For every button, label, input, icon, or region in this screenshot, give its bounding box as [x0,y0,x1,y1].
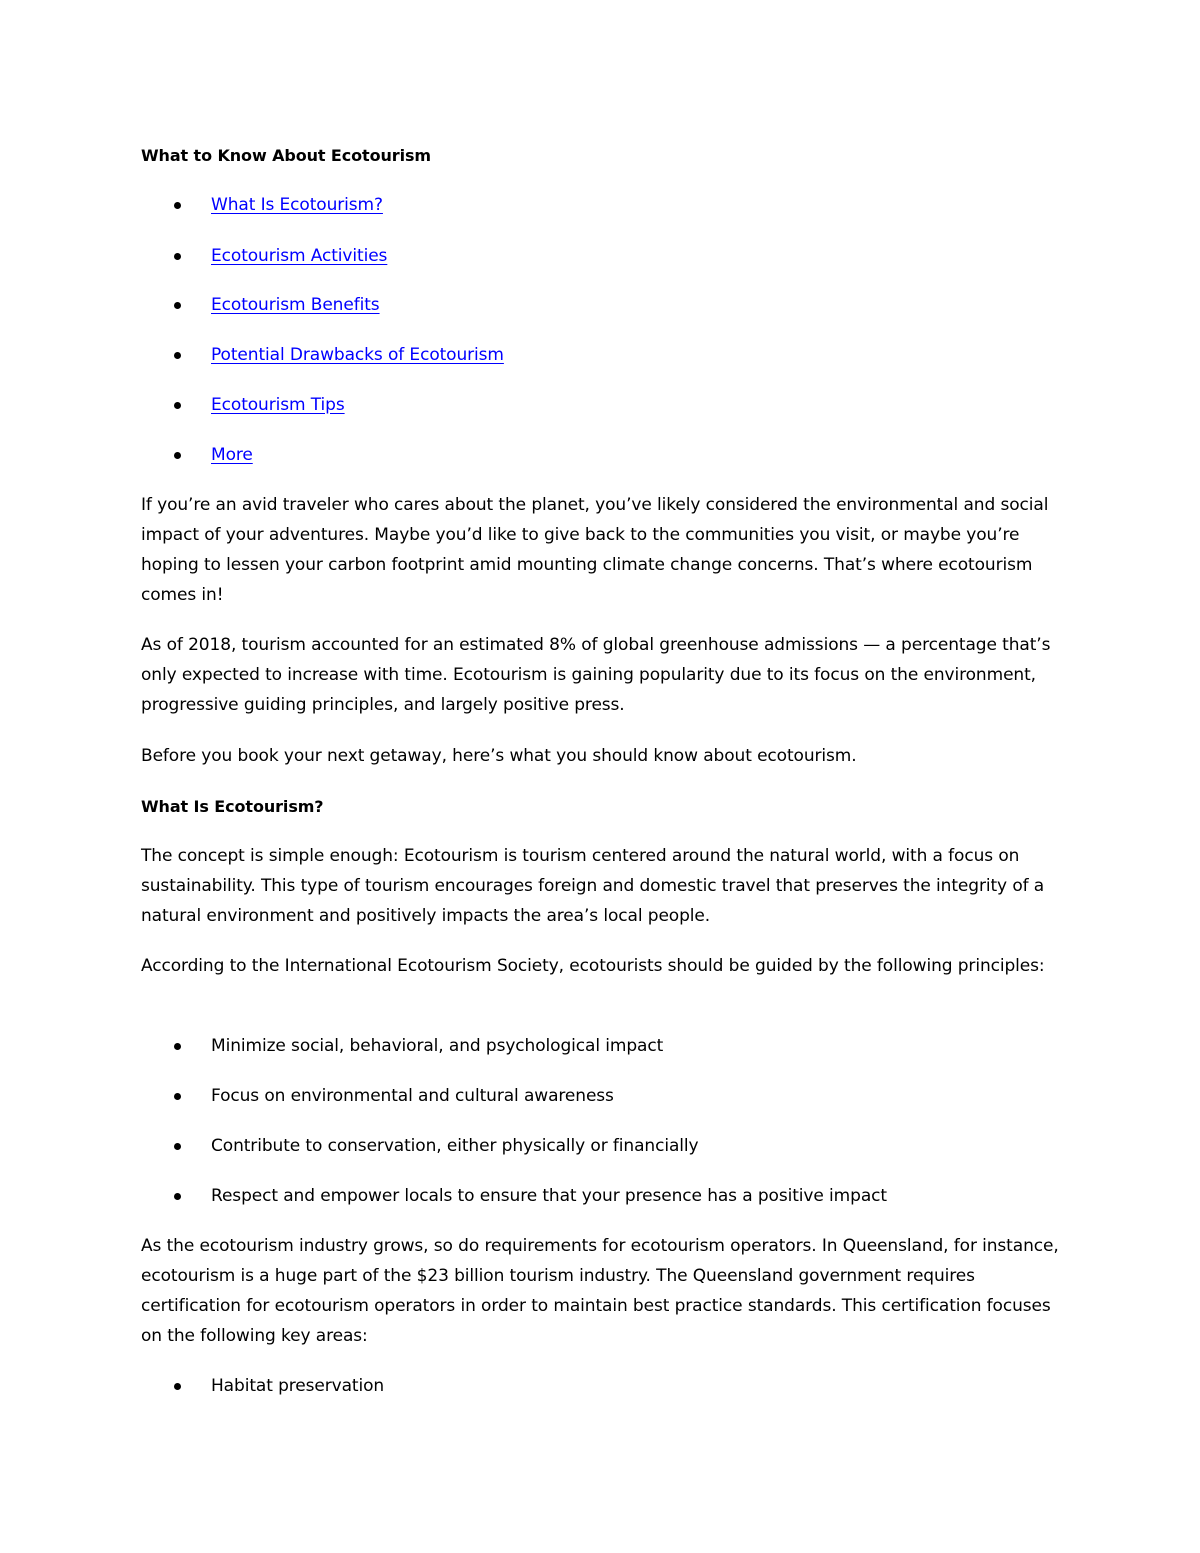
bullet-icon [174,452,181,459]
toc-item [141,390,1071,420]
section-paragraph-2: According to the International Ecotourism Society, ecotourists should be guided by the following principles: [141,956,1045,976]
bullet-icon [174,402,181,409]
bullet-icon [174,202,181,209]
list-item [141,1031,1071,1061]
list-item [141,1371,1071,1401]
bullet-icon [174,1093,181,1100]
toc-link-ecotourism-tips[interactable]: Ecotourism Tips [211,395,345,415]
toc-item [141,340,1071,370]
toc-link-ecotourism-benefits[interactable]: Ecotourism Benefits [211,295,380,315]
toc-link-more[interactable]: More [211,445,253,465]
toc-item [141,190,1071,220]
list-item-text: Respect and empower locals to ensure that your presence has a positive impact [211,1186,887,1206]
list-item-text: Habitat preservation [211,1376,385,1396]
toc-item [141,241,1071,271]
bullet-icon [174,1193,181,1200]
bullet-icon [174,302,181,309]
toc-link-potential-drawbacks[interactable]: Potential Drawbacks of Ecotourism [211,345,504,365]
bullet-icon [174,1383,181,1390]
bullet-icon [174,352,181,359]
bullet-icon [174,1143,181,1150]
toc-item [141,440,1071,470]
bullet-icon [174,253,181,260]
list-item [141,1081,1071,1111]
list-item-text: Minimize social, behavioral, and psychological impact [211,1036,664,1056]
toc-item [141,290,1071,320]
list-item [141,1131,1071,1161]
list-item-text: Focus on environmental and cultural awareness [211,1086,614,1106]
section-heading: What Is Ecotourism? [141,797,324,816]
intro-paragraph-2: As of 2018, tourism accounted for an estimated 8% of global greenhouse admissions — a percentage that’s only expected to increase with time. Ecotourism is gaining popularity due to its focus on the environment, progressive guiding principles, and largely positive press. [141,635,1051,715]
toc-link-what-is-ecotourism[interactable]: What Is Ecotourism? [211,195,383,215]
document-title: What to Know About Ecotourism [141,146,431,165]
toc-link-ecotourism-activities[interactable]: Ecotourism Activities [211,246,388,266]
bullet-icon [174,1043,181,1050]
section-paragraph-3: As the ecotourism industry grows, so do requirements for ecotourism operators. In Queensland, for instance, ecotourism is a huge part of the $23 billion tourism industry. The Queensland government requires certification for ecotourism operators in order to maintain best practice standards. This certification focuses on the following key areas: [141,1236,1059,1346]
intro-paragraph-3: Before you book your next getaway, here’s what you should know about ecotourism. [141,746,857,766]
list-item-text: Contribute to conservation, either physically or financially [211,1136,699,1156]
section-paragraph-1: The concept is simple enough: Ecotourism is tourism centered around the natural world, with a focus on sustainability. This type of tourism encourages foreign and domestic travel that preserves the integrity of a natural environment and positively impacts the area’s local people. [141,846,1045,926]
list-item [141,1181,1071,1211]
intro-paragraph-1: If you’re an avid traveler who cares about the planet, you’ve likely considered the environmental and social impact of your adventures. Maybe you’d like to give back to the communities you visit, or maybe you’re hoping to lessen your carbon footprint amid mounting climate change concerns. That’s where ecotourism comes in! [141,495,1049,605]
